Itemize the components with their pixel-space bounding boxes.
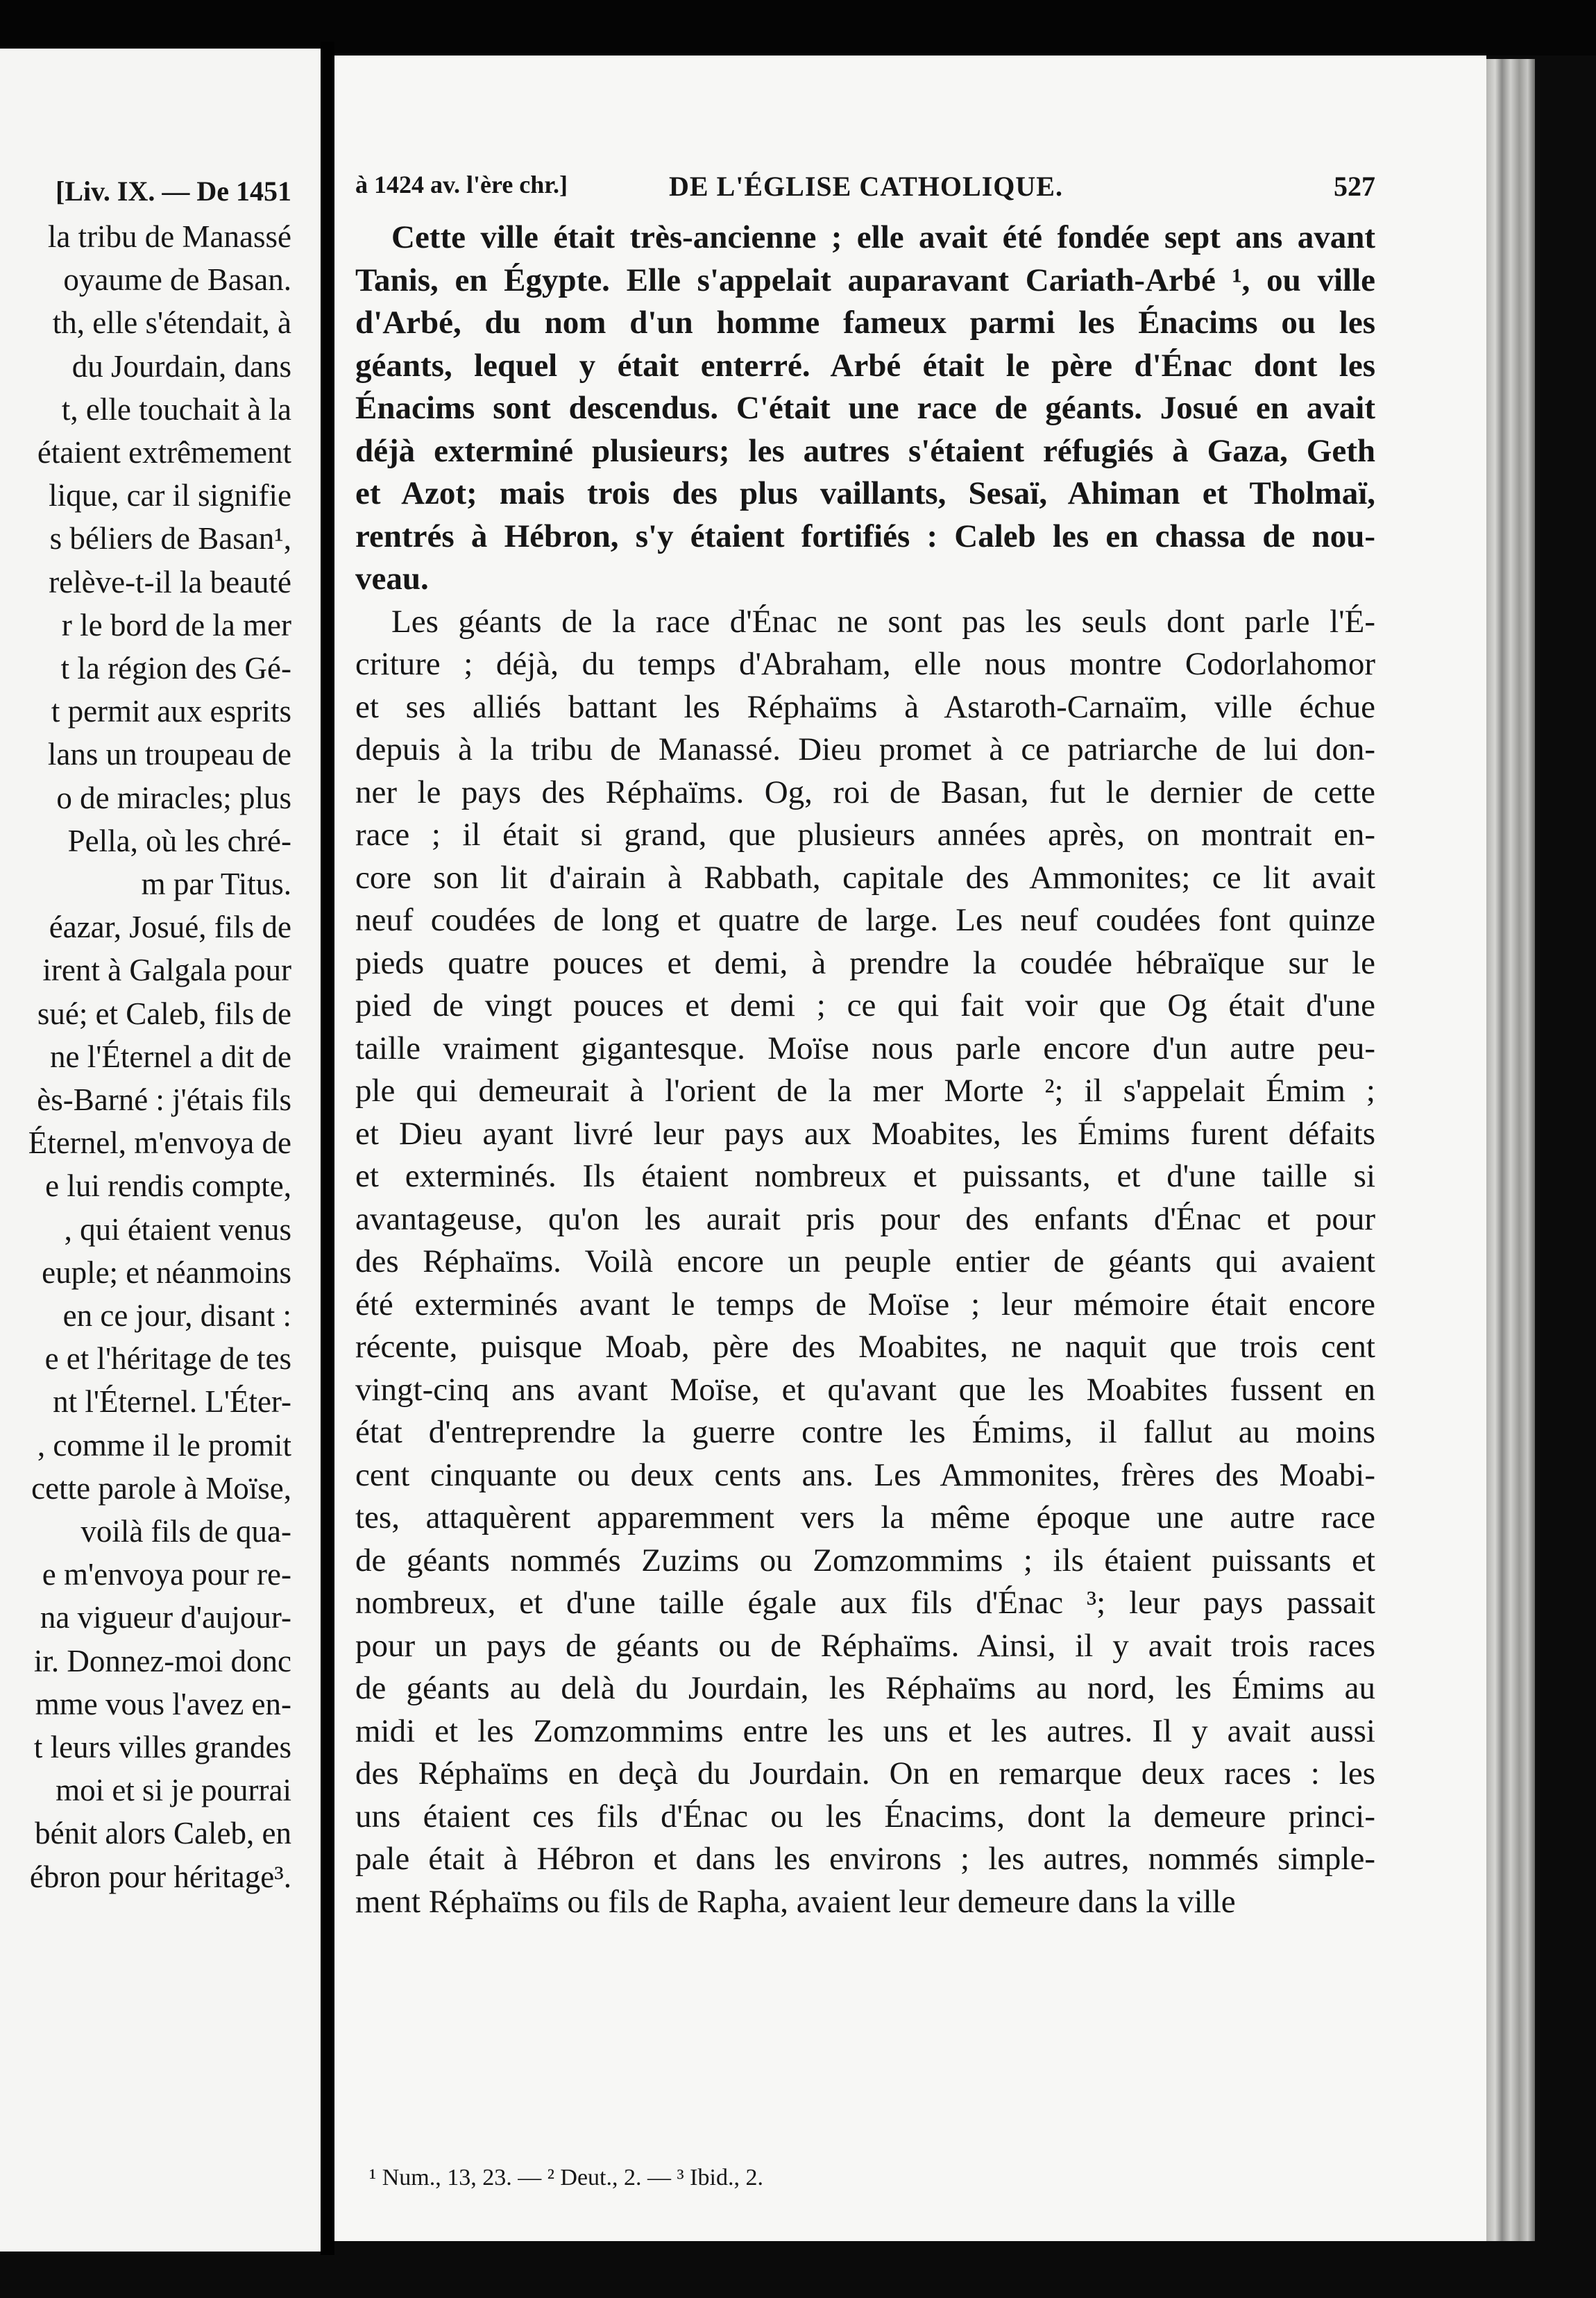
text-line: ment Réphaïms ou fils de Rapha, avaient leur demeure dans la ville (355, 1883, 1236, 1920)
left-text-line: cette parole à Moïse, (31, 1470, 291, 1506)
page-number: 527 (1334, 171, 1375, 202)
header-date-range: à 1424 av. l'ère chr.] (355, 171, 568, 198)
left-text-line: mme vous l'avez en- (35, 1686, 291, 1721)
left-text-line: Pella, où les chré- (67, 823, 291, 858)
left-text-line: , qui étaient venus (64, 1211, 291, 1247)
text-line: et exterminés. Ils étaient nombreux et puissants, et d'une taille si (355, 1158, 1375, 1194)
text-line: tes, attaquèrent apparemment vers la même époque une autre race (355, 1499, 1375, 1535)
left-text-line: sué; et Caleb, fils de (37, 996, 291, 1031)
left-text-line: bénit alors Caleb, en (35, 1816, 291, 1851)
text-line: core son lit d'airain à Rabbath, capitale des Ammonites; ce lit avait (355, 859, 1375, 896)
left-text-line: relève-t-il la beauté (49, 564, 291, 599)
text-line: ner le pays des Réphaïms. Og, roi de Basan, fut le dernier de cette (355, 774, 1375, 810)
text-line: de géants nommés Zuzims ou Zomzommims ; ils étaient puissants et (355, 1542, 1375, 1578)
page-edge-stack (1486, 59, 1535, 2241)
body-text (355, 216, 1375, 1923)
text-line: neuf coudées de long et quatre de large. Les neuf coudées font quinze (355, 902, 1375, 938)
left-text-line: th, elle s'étendait, à (52, 305, 291, 341)
text-line: depuis à la tribu de Manassé. Dieu promet à ce patriarche de lui don- (355, 731, 1375, 767)
text-line: déjà exterminé plusieurs; les autres s'étaient réfugiés à Gaza, Geth (355, 432, 1375, 469)
text-line: veau. (355, 561, 429, 597)
text-line: et ses alliés battant les Réphaïms à Astaroth-Carnaïm, ville échue (355, 688, 1375, 725)
left-running-header: [Liv. IX. — De 1451 (56, 176, 291, 207)
text-line: Cette ville était très-ancienne ; elle avait été fondée sept ans avant (391, 219, 1375, 255)
text-line: pale était à Hébron et dans les environs ; les autres, nommés simple- (355, 1841, 1375, 1877)
left-text-line: du Jourdain, dans (71, 348, 291, 384)
left-text-line: lans un troupeau de (47, 737, 291, 772)
text-line: des Réphaïms en deçà du Jourdain. On en remarque deux races : les (355, 1755, 1375, 1791)
text-line: et Azot; mais trois des plus vaillants, Sesaï, Ahiman et Tholmaï, (355, 475, 1375, 511)
left-text-line: voilà fils de qua- (80, 1514, 291, 1549)
header-title: DE L'ÉGLISE CATHOLIQUE. (669, 171, 1063, 202)
left-page (0, 49, 321, 2252)
left-text-line: e m'envoya pour re- (42, 1557, 291, 1592)
text-line: Les géants de la race d'Énac ne sont pas les seuls dont parle l'É- (391, 603, 1375, 640)
text-line: race ; il était si grand, que plusieurs années après, on montrait en- (355, 817, 1375, 853)
text-line: d'Arbé, du nom d'un homme fameux parmi les Énacims ou les (355, 305, 1375, 341)
left-text-line: nt l'Éternel. L'Éter- (53, 1384, 291, 1420)
text-line: été exterminés avant le temps de Moïse ; leur mémoire était encore (355, 1286, 1375, 1322)
left-text-line: euple; et néanmoins (42, 1254, 291, 1290)
left-text-line: oyaume de Basan. (63, 262, 291, 298)
left-text-line: ébron pour héritage³. (29, 1859, 291, 1894)
left-text-line: m par Titus. (141, 867, 291, 901)
left-text-line: moi et si je pourrai (56, 1773, 291, 1808)
text-line: de géants au delà du Jourdain, les Réphaïms au nord, les Émims au (355, 1670, 1375, 1706)
left-text-line: éazar, Josué, fils de (49, 910, 291, 945)
text-line: pour un pays de géants ou de Réphaïms. Ainsi, il y avait trois races (355, 1627, 1375, 1664)
text-line: géants, lequel y était enterré. Arbé était le père d'Énac dont les (355, 347, 1375, 384)
text-line: Tanis, en Égypte. Elle s'appelait auparavant Cariath-Arbé ¹, ou ville (355, 262, 1375, 298)
right-page (334, 56, 1486, 2241)
left-text-line: irent à Galgala pour (42, 953, 291, 988)
scan-top-border (0, 0, 1596, 56)
text-line: uns étaient ces fils d'Énac ou les Énacims, dont la demeure princi- (355, 1798, 1375, 1835)
left-text-line: e et l'héritage de tes (44, 1341, 291, 1377)
left-text-line: t permit aux esprits (51, 694, 291, 729)
text-line: état d'entreprendre la guerre contre les Émims, il fallut au moins (355, 1414, 1375, 1450)
left-text-line: na vigueur d'aujour- (40, 1600, 291, 1635)
text-line: Énacims sont descendus. C'était une race de géants. Josué en avait (355, 390, 1375, 426)
left-text-line: ne l'Éternel a dit de (50, 1039, 291, 1074)
left-text-line: étaient extrêmement (37, 435, 291, 470)
left-text-line: r le bord de la mer (61, 607, 291, 642)
text-line: taille vraiment gigantesque. Moïse nous parle encore d'un autre peu- (355, 1030, 1375, 1066)
text-line: midi et les Zomzommims entre les uns et les autres. Il y avait aussi (355, 1712, 1375, 1749)
text-line: et Dieu ayant livré leur pays aux Moabites, les Émims furent défaits (355, 1115, 1375, 1152)
left-text-line: la tribu de Manassé (47, 219, 291, 254)
left-text-line: e lui rendis compte, (45, 1168, 291, 1204)
left-text-line: t leurs villes grandes (33, 1730, 291, 1764)
left-text-line: lique, car il signifie (49, 478, 291, 513)
text-line: criture ; déjà, du temps d'Abraham, elle nous montre Codorlahomor (355, 646, 1375, 682)
left-text-line: s béliers de Basan¹, (49, 521, 291, 556)
text-line: pied de vingt pouces et demi ; ce qui fait voir que Og était d'une (355, 987, 1375, 1023)
running-header (355, 170, 1375, 212)
footnote: ¹ Num., 13, 23. — ² Deut., 2. — ³ Ibid., 2. (369, 2165, 763, 2190)
text-line: vingt-cinq ans avant Moïse, et qu'avant que les Moabites fussent en (355, 1371, 1375, 1408)
left-text-line: , comme il le promit (37, 1427, 291, 1463)
text-line: pieds quatre pouces et demi, à prendre la coudée hébraïque sur le (355, 944, 1375, 981)
text-line: avantageuse, qu'on les aurait pris pour des enfants d'Énac et pour (355, 1200, 1375, 1237)
left-text-line: ès-Barné : j'étais fils (37, 1082, 291, 1117)
text-line: nombreux, et d'une taille égale aux fils d'Énac ³; leur pays passait (355, 1585, 1375, 1621)
text-line: rentrés à Hébron, s'y étaient fortifiés : Caleb les en chassa de nou- (355, 518, 1375, 554)
left-text-line: en ce jour, disant : (62, 1298, 291, 1333)
book-gutter (321, 42, 334, 2255)
text-line: récente, puisque Moab, père des Moabites, ne naquit que trois cent (355, 1329, 1375, 1365)
text-line: ple qui demeurait à l'orient de la mer Morte ²; il s'appelait Émim ; (355, 1073, 1375, 1109)
left-text-line: ir. Donnez-moi donc (33, 1643, 291, 1678)
text-line: cent cinquante ou deux cents ans. Les Ammonites, frères des Moabi- (355, 1456, 1375, 1493)
left-text-line: Éternel, m'envoya de (28, 1125, 291, 1161)
text-line: des Réphaïms. Voilà encore un peuple entier de géants qui avaient (355, 1243, 1375, 1279)
left-text-line: o de miracles; plus (56, 780, 291, 815)
left-text-line: t, elle touchait à la (61, 391, 291, 427)
left-text-line: t la région des Gé- (60, 651, 291, 686)
